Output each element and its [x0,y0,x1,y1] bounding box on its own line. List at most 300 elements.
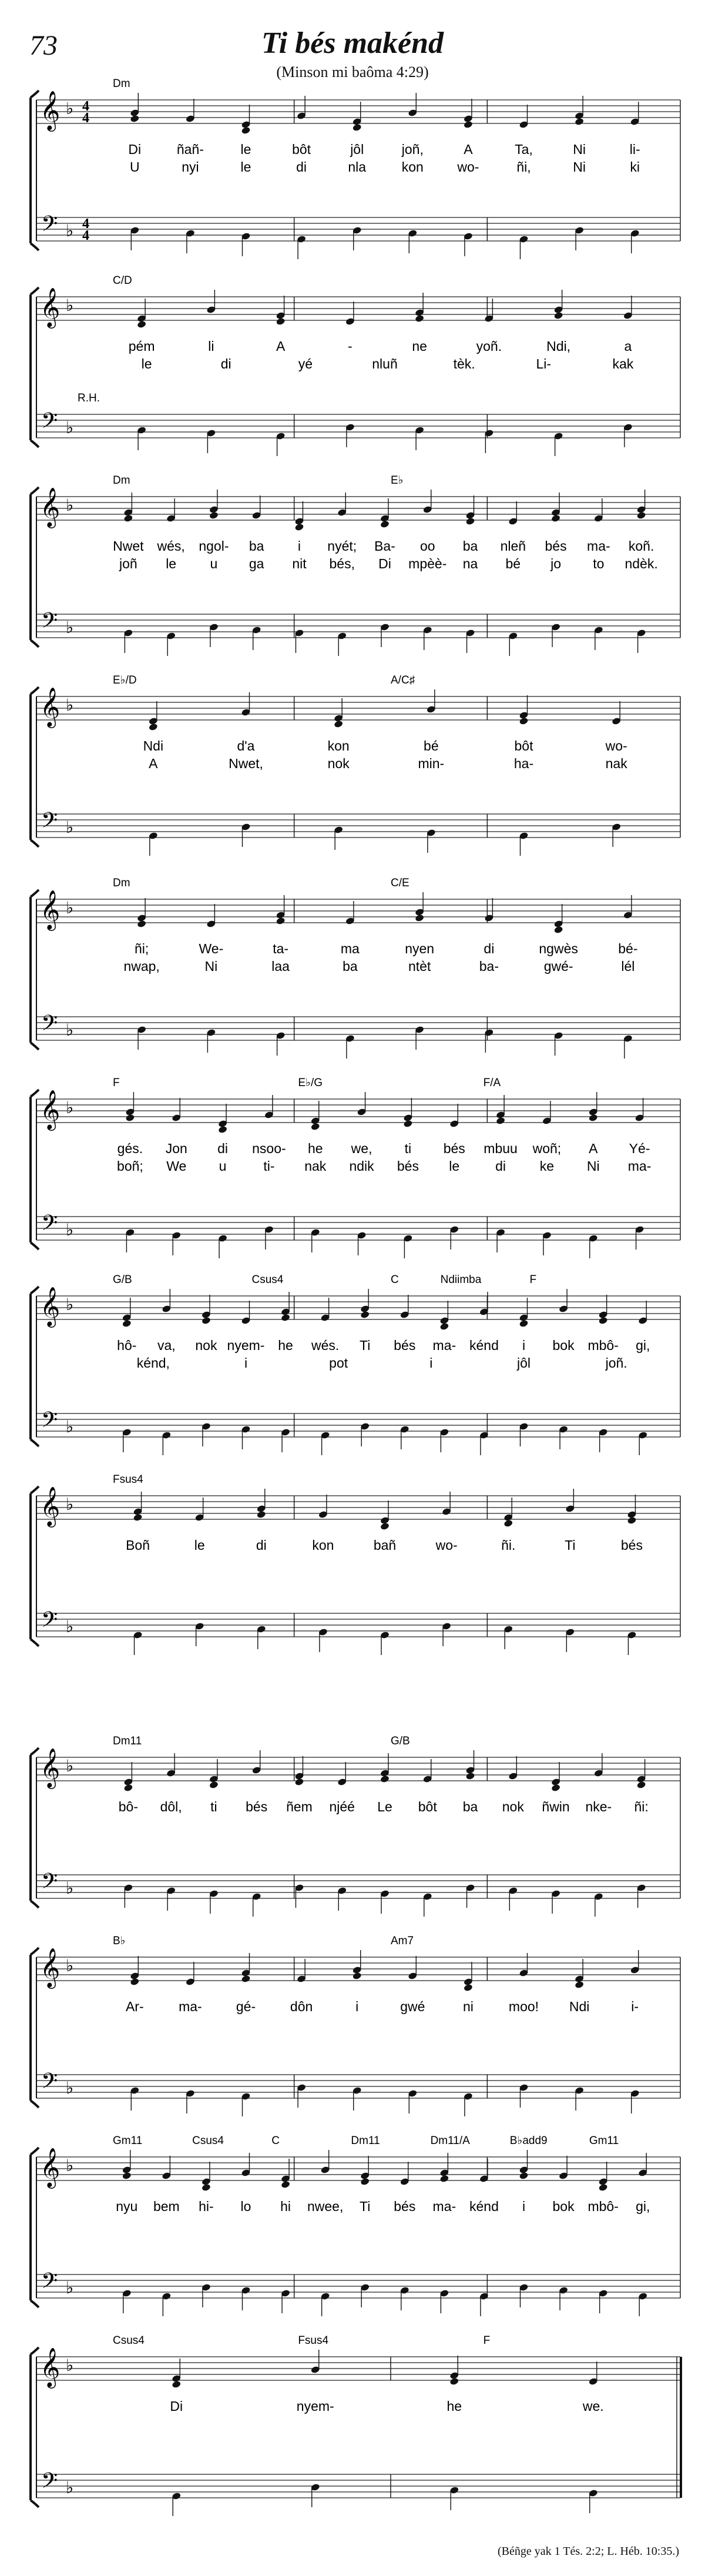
note-head [553,926,563,934]
lyric-syllable: ga [249,556,264,571]
chord-symbol: E♭/D [113,674,137,686]
lyric-syllable: va, [157,1338,176,1353]
lyric-syllable: nluñ [372,356,398,371]
chord-symbol: Am7 [391,1935,414,1947]
key-flat-icon: ♭ [66,1880,74,1898]
lyric-syllable: kon [401,159,424,175]
note-head [281,1314,291,1322]
lyric-syllable: joñ. [605,1355,627,1371]
bass-clef-icon: 𝄢 [41,409,58,438]
system-bracket [31,1486,39,1646]
lyric-syllable: min- [418,756,445,771]
note-head [130,1978,140,1986]
lyric-syllable: le [141,356,152,371]
lyric-syllable: yé [298,356,313,371]
lyric-syllable: Ta, [515,142,533,157]
lyric-syllable: ba- [479,959,499,974]
note-head [360,1311,370,1319]
key-flat-icon: ♭ [66,2157,74,2175]
system-bracket [31,487,39,647]
lyric-syllable: ñwin [542,1799,570,1814]
note-head [133,1513,143,1522]
note-head [276,917,286,925]
note-head [627,1516,637,1525]
lyric-syllable: le [240,159,251,175]
lyric-syllable: kénd [469,1338,499,1353]
lyric-syllable: mpèè- [408,556,447,571]
lyric-syllable: ha- [513,756,534,771]
chord-symbol: A/C♯ [391,674,415,686]
lyric-syllable: nyem- [296,2399,334,2414]
lyric-syllable: bok [552,1338,575,1353]
lyric-syllable: bés, [329,556,355,571]
lyric-syllable: wo- [457,159,479,175]
lyric-syllable: wo- [605,738,627,753]
bass-clef-icon: 𝄢 [41,1011,58,1040]
note-head [496,1117,506,1125]
note-head [465,517,475,525]
lyric-syllable: ntèt [408,959,431,974]
lyric-syllable: ma- [627,1158,652,1174]
lyric-syllable: ñi, [516,159,531,175]
lyric-syllable: ti [210,1799,217,1814]
lyric-syllable: bés [443,1141,465,1156]
note-head [464,1984,474,1992]
lyric-syllable: nok [195,1338,217,1353]
chord-symbol: Dm11/A [430,2135,470,2147]
key-flat-icon: ♭ [66,1618,74,1636]
lyric-syllable: Yé- [629,1141,650,1156]
treble-clef-icon: 𝄞 [40,1487,61,1525]
note-head [130,115,140,123]
key-flat-icon: ♭ [66,1221,74,1240]
lyric-syllable: bôt [292,142,311,157]
treble-clef-icon: 𝄞 [40,1287,61,1325]
note-head [403,1120,413,1128]
key-flat-icon: ♭ [66,1418,74,1436]
lyric-syllable: Ndi [143,738,164,753]
lyric-syllable: bés [397,1158,419,1174]
system-bracket [31,1287,39,1446]
lyric-syllable: Ni [204,959,218,974]
lyric-syllable: ñi: [634,1799,649,1814]
lyric-syllable: woñ; [532,1141,562,1156]
lyric-syllable: d'a [237,738,255,753]
lyric-syllable: Ti [565,1537,576,1553]
note-head [202,1317,212,1325]
chord-symbol: C/D [113,274,132,287]
lyric-syllable: Ar- [125,1999,144,2014]
note-head [125,1114,135,1122]
lyric-syllable: jôl [350,142,364,157]
lyric-syllable: Ndi, [546,339,571,354]
lyric-syllable: di [484,941,495,956]
note-head [310,1123,320,1131]
key-flat-icon: ♭ [66,222,74,240]
system-bracket [31,1948,39,2108]
chord-symbol: E♭/G [298,1077,323,1089]
time-signature-digit: 4 [82,216,89,232]
chord-symbol: F/A [483,1077,501,1089]
lyric-syllable: joñ, [401,142,424,157]
key-flat-icon: ♭ [66,1757,74,1776]
key-flat-icon: ♭ [66,2357,74,2375]
lyric-syllable: tèk. [453,356,475,371]
lyric-syllable: nak [304,1158,327,1174]
note-head [122,2172,132,2180]
note-head [209,511,219,520]
lyric-syllable: wés, [157,538,185,554]
key-flat-icon: ♭ [66,497,74,515]
lyric-syllable: ngwès [539,941,578,956]
lyric-syllable: i [244,1355,248,1371]
lyric-syllable: wo- [435,1537,458,1553]
lyric-syllable: di [256,1537,267,1553]
lyric-syllable: le [240,142,251,157]
lyric-syllable: nsoo- [252,1141,286,1156]
bass-clef-icon: 𝄢 [41,809,58,838]
note-head [149,723,159,731]
chord-symbol: Dm [113,474,130,487]
key-flat-icon: ♭ [66,1957,74,1975]
lyric-syllable: bés [545,538,567,554]
lyric-syllable: di [495,1158,506,1174]
lyric-syllable: njéé [329,1799,355,1814]
chord-symbol: C [271,2135,280,2147]
lyric-syllable: nok [502,1799,524,1814]
note-head [503,1519,513,1527]
lyric-syllable: dôn [290,1999,313,2014]
lyric-syllable: kénd, [136,1355,170,1371]
lyric-syllable: i [297,538,301,554]
lyric-syllable: li- [629,142,640,157]
lyric-syllable: Ba- [374,538,395,554]
lyric-syllable: bé- [618,941,638,956]
lyric-syllable: Ti [360,2199,371,2214]
note-head [465,1772,475,1780]
note-head [123,514,133,522]
lyric-syllable: - [348,339,352,354]
lyric-syllable: nyét; [327,538,357,554]
time-signature-digit: 4 [82,110,89,126]
system-bracket [31,1090,39,1250]
lyric-syllable: wés. [311,1338,340,1353]
key-flat-icon: ♭ [66,1296,74,1314]
note-head [202,2183,212,2192]
lyric-syllable: koñ. [628,538,654,554]
lyric-syllable: Ti [360,1338,371,1353]
lyric-syllable: nleñ [500,538,526,554]
note-head [380,1775,390,1783]
treble-clef-icon: 𝄞 [40,91,61,129]
lyric-syllable: u [210,556,218,571]
lyric-syllable: bés [394,2199,416,2214]
key-flat-icon: ♭ [66,297,74,315]
bass-clef-icon: 𝄢 [41,1608,58,1637]
treble-clef-icon: 𝄞 [40,688,61,726]
lyric-syllable: mbô- [588,2199,619,2214]
note-head [256,1510,266,1519]
lyric-syllable: a [624,339,632,354]
note-head [241,126,251,135]
key-flat-icon: ♭ [66,1099,74,1117]
bass-clef-icon: 𝄢 [41,1870,58,1898]
chord-symbol: F [113,1077,120,1089]
lyric-syllable: hi- [199,2199,214,2214]
treble-clef-icon: 𝄞 [40,288,61,326]
lyric-syllable: li [208,339,214,354]
lyric-syllable: ta- [273,941,289,956]
key-flat-icon: ♭ [66,1021,74,1040]
time-signature-digit: 4 [82,99,89,114]
system-bracket [31,91,39,250]
bass-clef-icon: 𝄢 [41,1408,58,1437]
note-head [551,1784,561,1792]
treble-clef-icon: 𝄞 [40,2148,61,2186]
lyric-syllable: ni [462,1999,474,2014]
bass-clef-icon: 𝄢 [41,609,58,638]
lyric-syllable: We- [199,941,224,956]
note-head [588,1114,598,1122]
lyric-syllable: ñi; [134,941,149,956]
lyric-syllable: gi, [636,2199,650,2214]
hymn-title: Ti bés makénd [261,26,444,60]
system-bracket [31,890,39,1050]
lyric-syllable: pém [128,339,155,354]
lyric-syllable: kon [312,1537,334,1553]
lyric-syllable: hô- [117,1338,137,1353]
lyric-syllable: i [522,1338,526,1353]
lyric-syllable: nyi [182,159,199,175]
note-head [575,1981,585,1989]
lyric-syllable: nit [292,556,307,571]
lyric-syllable: kénd [469,2199,499,2214]
lyric-syllable: laa [271,959,290,974]
treble-clef-icon: 𝄞 [40,488,61,526]
lyric-syllable: bem [153,2199,180,2214]
note-head [551,514,561,522]
note-head [439,2175,449,2183]
chord-symbol: E♭ [391,474,404,487]
note-head [380,1522,390,1530]
lyric-syllable: ma- [587,538,610,554]
treble-clef-icon: 𝄞 [40,1948,61,1987]
key-flat-icon: ♭ [66,2079,74,2098]
chord-symbol: Gm11 [113,2135,143,2147]
lyric-syllable: jôl [516,1355,531,1371]
lyric-syllable: di [217,1141,229,1156]
chord-symbol: C/E [391,877,409,889]
chord-symbol: G/B [113,1274,132,1286]
lyric-syllable: i- [631,1999,639,2014]
lyric-syllable: gé- [236,1999,256,2014]
lyric-syllable: dôl, [160,1799,182,1814]
lyric-syllable: ñi. [501,1537,516,1553]
chord-symbol: Fsus4 [298,2334,329,2347]
lyric-syllable: ti- [263,1158,275,1174]
note-head [553,311,563,320]
lyric-syllable: moo! [508,1999,539,2014]
lyric-syllable: kon [327,738,350,753]
lyric-syllable: nwee, [307,2199,344,2214]
lyric-syllable: Nwet, [229,756,263,771]
note-head [380,520,390,528]
lyric-syllable: we, [351,1141,372,1156]
lyric-syllable: bôt [418,1799,437,1814]
lyric-syllable: di [220,356,231,371]
key-flat-icon: ♭ [66,2279,74,2297]
lyric-syllable: A [589,1141,598,1156]
performance-annotation: Ndiimba [440,1274,482,1286]
lyric-syllable: lo [240,2199,251,2214]
lyric-syllable: Ni [573,142,586,157]
lyric-syllable: ba [462,1799,478,1814]
note-head [352,123,362,132]
lyric-syllable: Di [128,142,142,157]
lyric-syllable: Di [170,2399,183,2414]
lyric-syllable: Jon [165,1141,187,1156]
lyric-syllable: Ni [573,159,586,175]
key-flat-icon: ♭ [66,819,74,837]
lyric-syllable: A [464,142,473,157]
note-head [464,120,474,129]
lyric-syllable: he [307,1141,323,1156]
lyric-syllable: ndik [349,1158,374,1174]
system-bracket [31,1748,39,1908]
bass-clef-icon: 𝄢 [41,212,58,241]
lyric-syllable: Boñ [126,1537,150,1553]
note-head [519,2172,529,2180]
lyric-syllable: bés [620,1537,643,1553]
lyric-syllable: bé [505,556,521,571]
lyric-syllable: hi [280,2199,291,2214]
lyric-syllable: ñem [286,1799,313,1814]
key-flat-icon: ♭ [66,899,74,917]
performance-annotation: R.H. [78,392,100,404]
chord-symbol: Fsus4 [113,1473,143,1486]
lyric-syllable: ndèk. [625,556,658,571]
lyric-syllable: na [462,556,478,571]
lyric-syllable: nke- [585,1799,612,1814]
lyric-syllable: he [446,2399,462,2414]
lyric-syllable: ñañ- [176,142,204,157]
note-head [123,1784,133,1792]
lyric-syllable: ba [343,959,358,974]
lyric-syllable: nyen [405,941,435,956]
lyric-syllable: nla [348,159,367,175]
lyric-syllable: he [278,1338,293,1353]
lyric-syllable: Di [378,556,391,571]
note-head [636,1781,646,1789]
chord-symbol: Dm11 [113,1735,142,1747]
note-head [137,320,147,329]
lyric-syllable: gi, [636,1338,650,1353]
lyric-syllable: i [429,1355,433,1371]
time-signature-digit: 4 [82,228,89,243]
scripture-reference: (Minson mi baôma 4:29) [276,63,429,81]
lyric-syllable: ba [462,538,478,554]
chord-symbol: B♭ [113,1935,126,1947]
note-head [294,523,304,531]
lyric-syllable: bés [394,1338,416,1353]
bass-clef-icon: 𝄢 [41,2469,58,2498]
note-head [598,1317,608,1325]
lyric-syllable: le [449,1158,460,1174]
note-head [415,314,425,323]
lyric-syllable: We [166,1158,187,1174]
lyric-syllable: ma [340,941,360,956]
lyric-syllable: ki [630,159,640,175]
key-flat-icon: ♭ [66,2479,74,2497]
lyric-syllable: A [276,339,286,354]
lyric-syllable: le [194,1537,205,1553]
note-head [636,511,646,520]
lyric-syllable: Ndi [569,1999,590,2014]
chord-symbol: Csus4 [251,1274,284,1286]
chord-symbol: Csus4 [113,2334,145,2347]
lyric-syllable: nyem- [227,1338,265,1353]
note-head [575,118,585,126]
treble-clef-icon: 𝄞 [40,1090,61,1128]
hymn-number: 73 [29,30,58,61]
key-flat-icon: ♭ [66,419,74,437]
lyric-syllable: boñ; [117,1158,143,1174]
lyric-syllable: gwé- [543,959,573,974]
chord-symbol: Csus4 [192,2135,224,2147]
lyric-syllable: ma- [432,2199,456,2214]
lyric-syllable: to [593,556,605,571]
note-head [209,1781,219,1789]
bass-clef-icon: 𝄢 [41,1211,58,1240]
lyric-syllable: i [355,1999,359,2014]
lyric-syllable: ke [539,1158,555,1174]
lyric-syllable: oo [419,538,435,554]
note-head [218,1125,228,1134]
system-bracket [31,687,39,847]
note-head [281,2180,291,2189]
lyric-syllable: Le [377,1799,392,1814]
lyric-syllable: nak [605,756,627,771]
lyric-syllable: gés. [117,1141,143,1156]
lyric-syllable: nok [327,756,350,771]
key-flat-icon: ♭ [66,1496,74,1514]
note-head [172,2380,182,2389]
note-head [137,920,147,928]
chord-symbol: G/B [391,1735,410,1747]
lyric-syllable: ma- [432,1338,456,1353]
note-head [519,717,529,725]
chord-symbol: B♭add9 [509,2135,548,2147]
lyric-syllable: joñ [119,556,137,571]
treble-clef-icon: 𝄞 [40,890,61,929]
lyric-syllable: ba [249,538,264,554]
lyric-syllable: bañ [373,1537,397,1553]
lyric-syllable: yoñ. [476,339,502,354]
system-bracket [31,2347,39,2507]
treble-clef-icon: 𝄞 [40,2348,61,2386]
note-head [439,1322,449,1331]
lyric-syllable: di [296,159,307,175]
note-head [360,2178,370,2186]
note-head [294,1778,304,1786]
lyric-syllable: lél [621,959,635,974]
note-head [519,1319,529,1328]
key-flat-icon: ♭ [66,619,74,637]
system-bracket [31,2148,39,2307]
note-head [598,2183,608,2192]
lyric-syllable: pot [329,1355,348,1371]
lyric-syllable: kak [612,356,634,371]
